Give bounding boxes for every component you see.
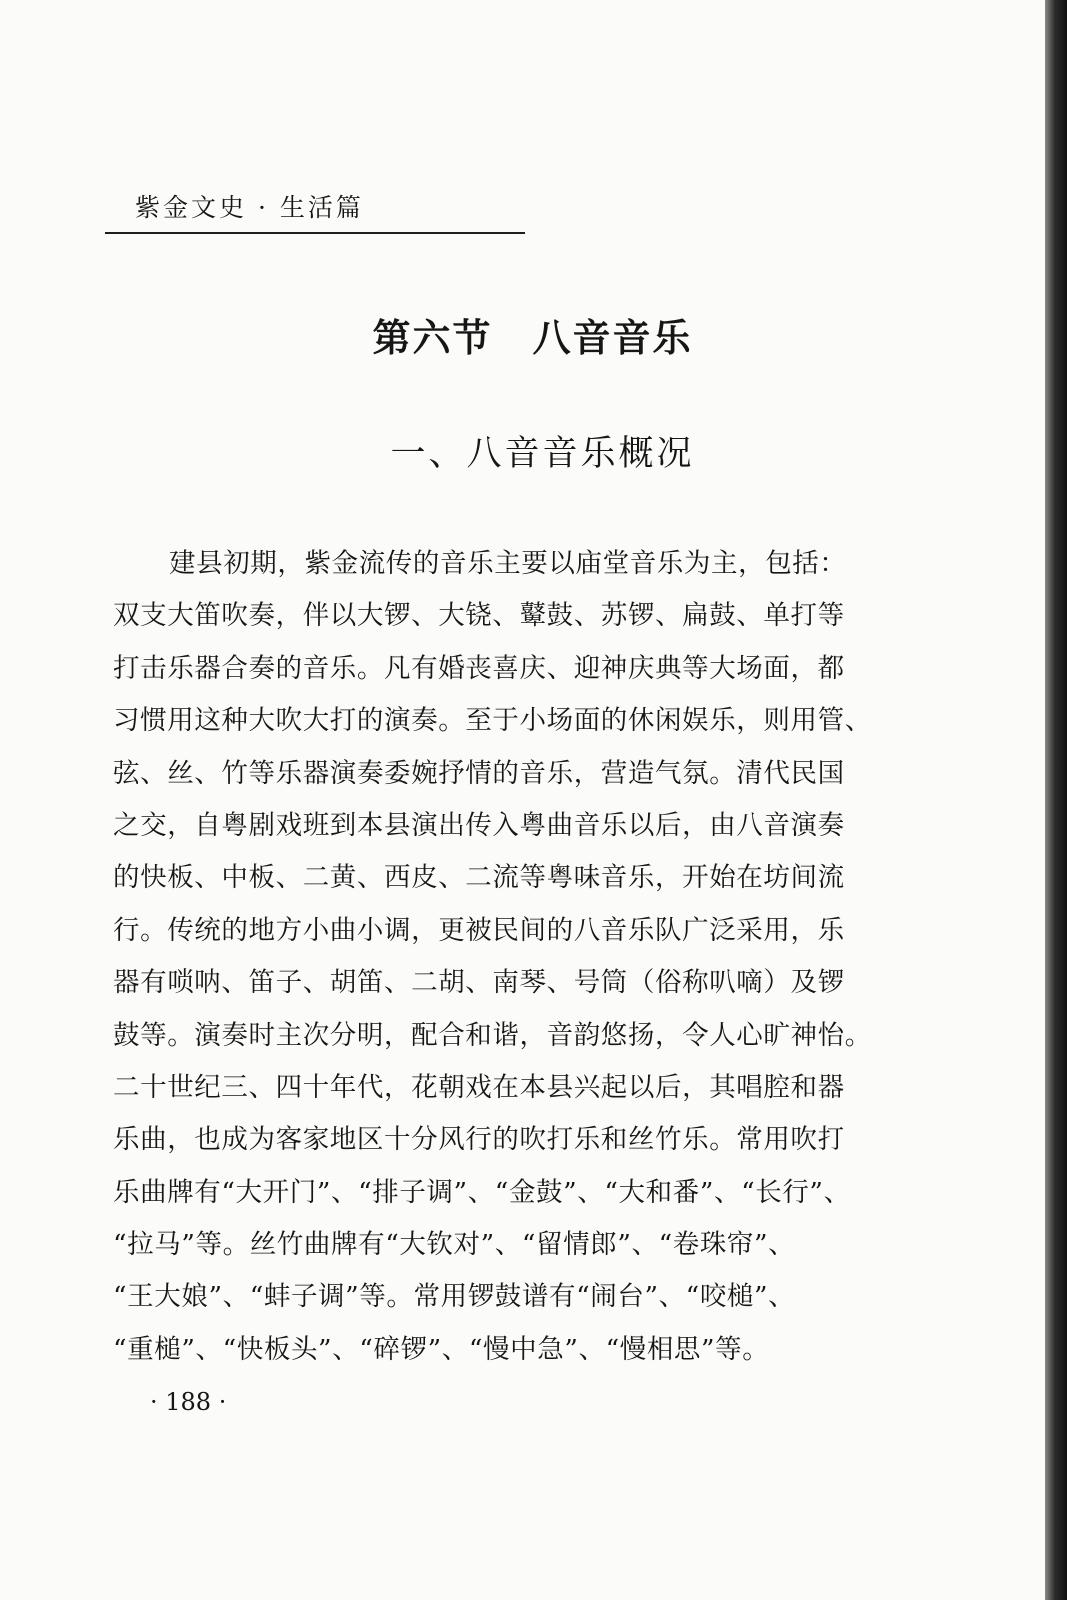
paragraph-line: 乐曲牌有“大开门”、“排子调”、“金鼓”、“大和番”、“长行”、 [113,1176,851,1208]
paragraph-line: 建县初期，紫金流传的音乐主要以庙堂音乐为主，包括： [169,548,847,579]
paragraph-line: 打击乐器合奏的音乐。凡有婚丧喜庆、迎神庆典等大场面，都 [113,652,845,684]
paragraph-line: 行。传统的地方小曲小调，更被民间的八音乐队广泛采用，乐 [113,914,845,946]
running-head [105,186,525,234]
subsection-title: 一、八音音乐概况 [390,434,695,474]
paragraph-line: “重槌”、“快板头”、“碎锣”、“慢中急”、“慢相思”等。 [113,1333,770,1365]
paragraph-line: 之交，自粤剧戏班到本县演出传入粤曲音乐以后，由八音演奏 [113,809,845,841]
page-number: · 188 · [150,1388,227,1416]
running-head-text: 紫金文史 · 生活篇 [135,193,364,222]
paragraph-line: 双支大笛吹奏，伴以大锣、大铙、鼙鼓、苏锣、扁鼓、单打等 [113,600,845,632]
paragraph-line: 弦、丝、竹等乐器演奏委婉抒情的音乐，营造气氛。清代民国 [113,757,845,789]
paragraph-line: 的快板、中板、二黄、西皮、二流等粤味音乐，开始在坊间流 [113,862,845,894]
paragraph-line: 鼓等。演奏时主次分明，配合和谐，音韵悠扬，令人心旷神怡。 [113,1019,872,1051]
paragraph-line: 器有唢呐、笛子、胡笛、二胡、南琴、号筒（俗称叭嘀）及锣 [113,967,845,999]
scan-edge-shadow [1045,0,1067,1600]
paragraph-line: “王大娘”、“蚌子调”等。常用锣鼓谱有“闹台”、“咬槌”、 [113,1281,796,1313]
paragraph-line: “拉马”等。丝竹曲牌有“大钦对”、“留情郎”、“卷珠帘”、 [113,1229,796,1261]
paragraph-line: 习惯用这种大吹大打的演奏。至于小场面的休闲娱乐，则用管、 [113,705,872,737]
section-title: 第六节 八音音乐 [372,315,693,360]
paragraph-line: 乐曲，也成为客家地区十分风行的吹打乐和丝竹乐。常用吹打 [113,1124,845,1156]
paragraph-line: 二十世纪三、四十年代，花朝戏在本县兴起以后，其唱腔和器 [113,1071,845,1103]
body-paragraph [113,538,935,1376]
